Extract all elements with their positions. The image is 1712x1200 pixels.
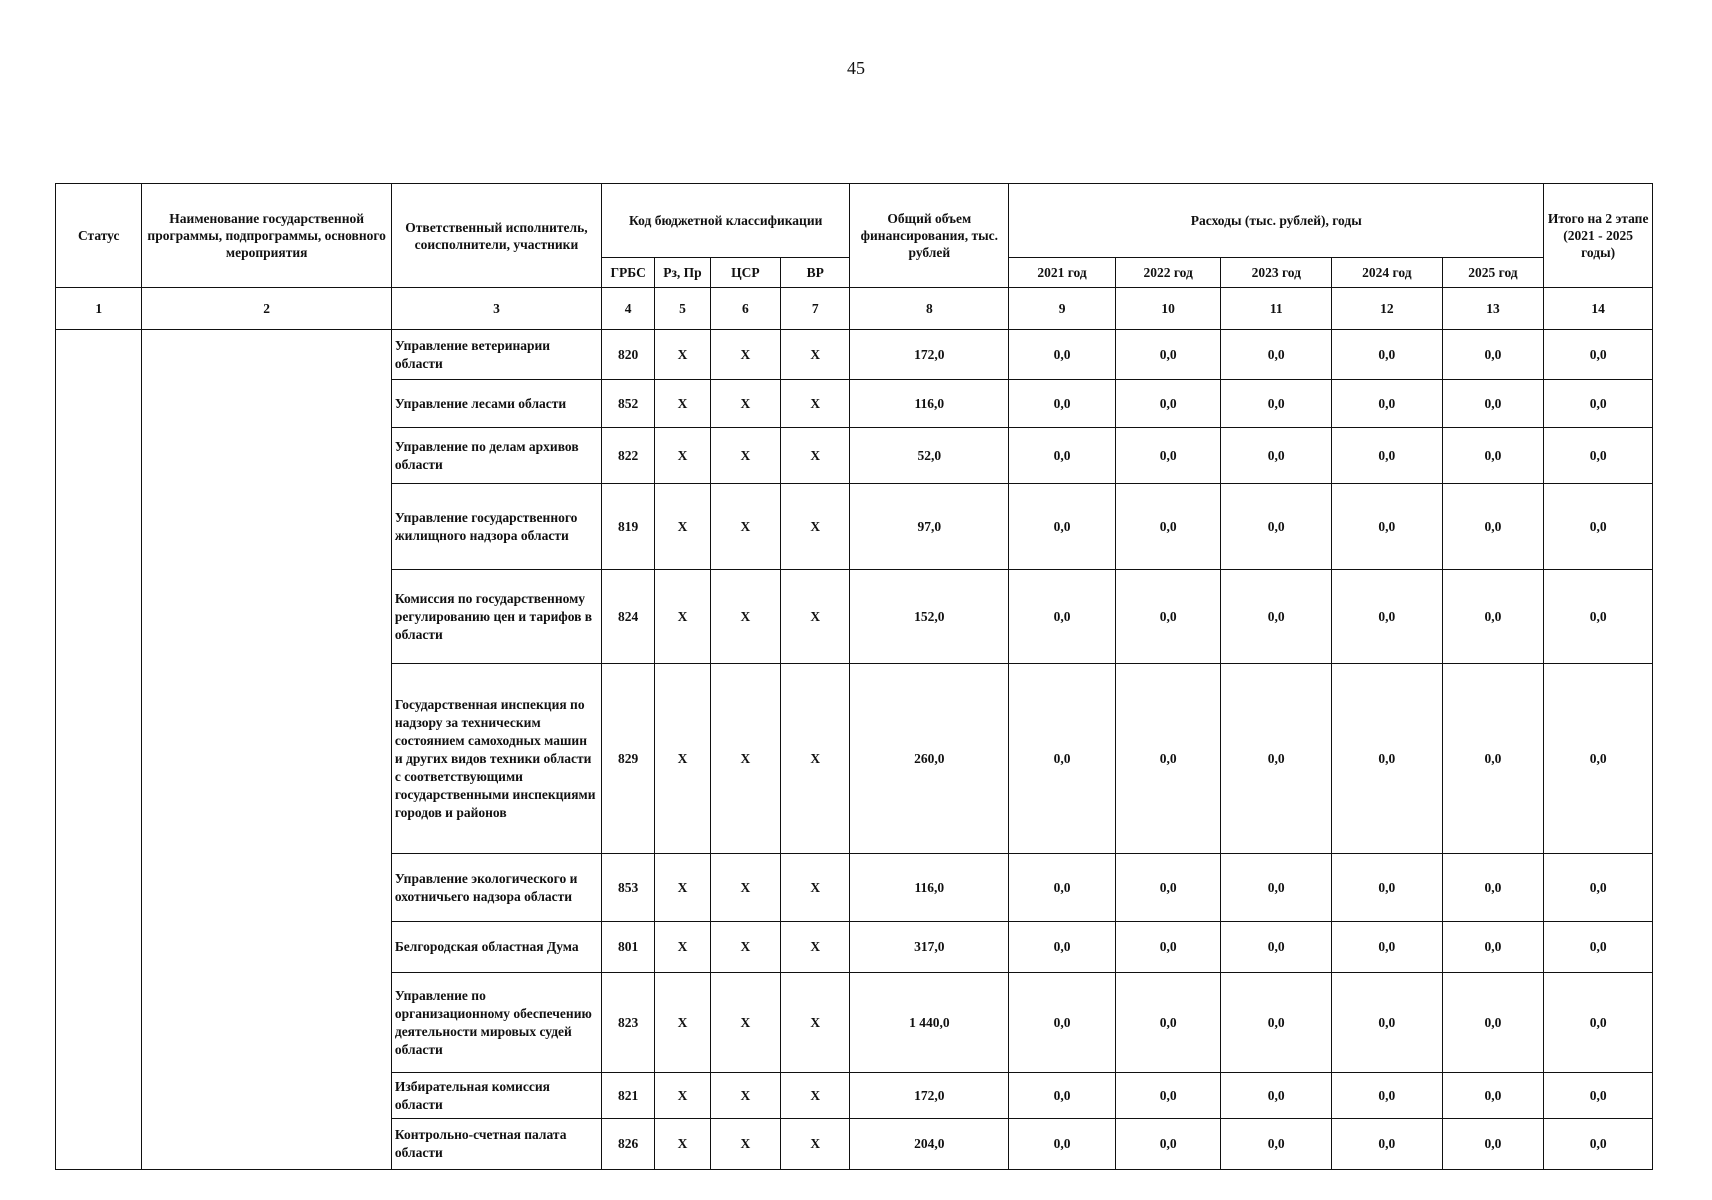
budget-table xyxy=(55,183,1653,1170)
cell-grbs: 820 xyxy=(602,330,655,380)
cell-2021: 0,0 xyxy=(1009,380,1116,428)
cell-rzpr: Х xyxy=(655,484,710,570)
cell-2024: 0,0 xyxy=(1332,570,1443,664)
cell-rzpr: Х xyxy=(655,922,710,973)
cell-2022: 0,0 xyxy=(1115,330,1221,380)
header-status: Статус xyxy=(56,184,142,288)
cell-status xyxy=(56,330,142,1170)
cell-csr: Х xyxy=(710,1073,780,1119)
cell-rzpr: Х xyxy=(655,854,710,922)
header-expenses: Расходы (тыс. рублей), годы xyxy=(1009,184,1544,258)
cell-2022: 0,0 xyxy=(1115,380,1221,428)
cell-csr: Х xyxy=(710,428,780,484)
cell-vr: Х xyxy=(781,428,850,484)
page-number: 45 xyxy=(847,58,865,78)
cell-2022: 0,0 xyxy=(1115,428,1221,484)
cell-stage-total: 0,0 xyxy=(1544,664,1653,854)
column-number: 5 xyxy=(655,288,710,330)
cell-2021: 0,0 xyxy=(1009,428,1116,484)
cell-2025: 0,0 xyxy=(1442,380,1544,428)
cell-rzpr: Х xyxy=(655,664,710,854)
cell-grbs: 821 xyxy=(602,1073,655,1119)
cell-2023: 0,0 xyxy=(1221,1119,1332,1170)
header-year-2024: 2024 год xyxy=(1332,258,1443,288)
cell-2025: 0,0 xyxy=(1442,854,1544,922)
column-number: 12 xyxy=(1332,288,1443,330)
cell-2025: 0,0 xyxy=(1442,1119,1544,1170)
cell-total: 172,0 xyxy=(850,1073,1009,1119)
header-stage-total: Итого на 2 этапе (2021 - 2025 годы) xyxy=(1544,184,1653,288)
cell-2024: 0,0 xyxy=(1332,664,1443,854)
cell-2024: 0,0 xyxy=(1332,854,1443,922)
cell-csr: Х xyxy=(710,973,780,1073)
cell-stage-total: 0,0 xyxy=(1544,380,1653,428)
table-row xyxy=(56,330,1653,380)
cell-2022: 0,0 xyxy=(1115,484,1221,570)
cell-vr: Х xyxy=(781,484,850,570)
cell-total: 116,0 xyxy=(850,854,1009,922)
budget-table-container xyxy=(55,183,1653,1170)
cell-2023: 0,0 xyxy=(1221,973,1332,1073)
cell-grbs: 826 xyxy=(602,1119,655,1170)
cell-2021: 0,0 xyxy=(1009,1119,1116,1170)
cell-2024: 0,0 xyxy=(1332,1073,1443,1119)
cell-2024: 0,0 xyxy=(1332,380,1443,428)
cell-total: 97,0 xyxy=(850,484,1009,570)
cell-executor: Управление экологического и охотничьего надзора области xyxy=(391,854,601,922)
cell-rzpr: Х xyxy=(655,1119,710,1170)
cell-rzpr: Х xyxy=(655,973,710,1073)
cell-rzpr: Х xyxy=(655,380,710,428)
header-vr: ВР xyxy=(781,258,850,288)
cell-2023: 0,0 xyxy=(1221,380,1332,428)
cell-csr: Х xyxy=(710,922,780,973)
cell-stage-total: 0,0 xyxy=(1544,1073,1653,1119)
cell-executor: Избирательная комиссия области xyxy=(391,1073,601,1119)
cell-2024: 0,0 xyxy=(1332,1119,1443,1170)
cell-2023: 0,0 xyxy=(1221,854,1332,922)
cell-executor: Комиссия по государственному регулированию цен и тарифов в области xyxy=(391,570,601,664)
cell-2023: 0,0 xyxy=(1221,922,1332,973)
table-header xyxy=(56,184,1653,330)
cell-rzpr: Х xyxy=(655,570,710,664)
cell-executor: Управление лесами области xyxy=(391,380,601,428)
cell-stage-total: 0,0 xyxy=(1544,570,1653,664)
cell-total: 317,0 xyxy=(850,922,1009,973)
cell-grbs: 853 xyxy=(602,854,655,922)
cell-2021: 0,0 xyxy=(1009,922,1116,973)
cell-total: 172,0 xyxy=(850,330,1009,380)
cell-2022: 0,0 xyxy=(1115,1119,1221,1170)
cell-2023: 0,0 xyxy=(1221,330,1332,380)
cell-grbs: 829 xyxy=(602,664,655,854)
column-number: 4 xyxy=(602,288,655,330)
cell-executor: Управление государственного жилищного надзора области xyxy=(391,484,601,570)
column-number: 13 xyxy=(1442,288,1544,330)
cell-total: 1 440,0 xyxy=(850,973,1009,1073)
header-year-2025: 2025 год xyxy=(1442,258,1544,288)
column-number-row xyxy=(56,288,1653,330)
cell-2024: 0,0 xyxy=(1332,484,1443,570)
cell-rzpr: Х xyxy=(655,330,710,380)
cell-vr: Х xyxy=(781,854,850,922)
cell-stage-total: 0,0 xyxy=(1544,484,1653,570)
cell-2023: 0,0 xyxy=(1221,428,1332,484)
cell-executor: Государственная инспекция по надзору за техническим состоянием самоходных машин и других видов техники области с соответствующими государственными инспекциями городов и районов xyxy=(391,664,601,854)
column-number: 6 xyxy=(710,288,780,330)
cell-vr: Х xyxy=(781,330,850,380)
cell-stage-total: 0,0 xyxy=(1544,973,1653,1073)
cell-executor: Контрольно-счетная палата области xyxy=(391,1119,601,1170)
cell-rzpr: Х xyxy=(655,428,710,484)
cell-vr: Х xyxy=(781,1073,850,1119)
cell-total: 204,0 xyxy=(850,1119,1009,1170)
header-year-2022: 2022 год xyxy=(1115,258,1221,288)
column-number: 8 xyxy=(850,288,1009,330)
cell-stage-total: 0,0 xyxy=(1544,428,1653,484)
header-total-volume: Общий объем финансирования, тыс. рублей xyxy=(850,184,1009,288)
cell-vr: Х xyxy=(781,570,850,664)
cell-2021: 0,0 xyxy=(1009,330,1116,380)
cell-2025: 0,0 xyxy=(1442,484,1544,570)
cell-total: 116,0 xyxy=(850,380,1009,428)
cell-2022: 0,0 xyxy=(1115,854,1221,922)
cell-2023: 0,0 xyxy=(1221,570,1332,664)
cell-vr: Х xyxy=(781,922,850,973)
column-number: 14 xyxy=(1544,288,1653,330)
cell-2023: 0,0 xyxy=(1221,1073,1332,1119)
header-executor: Ответственный исполнитель, соисполнители, участники xyxy=(391,184,601,288)
header-budget-code: Код бюджетной классификации xyxy=(602,184,850,258)
cell-stage-total: 0,0 xyxy=(1544,330,1653,380)
cell-csr: Х xyxy=(710,330,780,380)
cell-csr: Х xyxy=(710,1119,780,1170)
cell-total: 52,0 xyxy=(850,428,1009,484)
cell-2021: 0,0 xyxy=(1009,1073,1116,1119)
column-number: 1 xyxy=(56,288,142,330)
cell-csr: Х xyxy=(710,570,780,664)
cell-program xyxy=(142,330,391,1170)
cell-grbs: 824 xyxy=(602,570,655,664)
table-body xyxy=(56,330,1653,1170)
cell-stage-total: 0,0 xyxy=(1544,1119,1653,1170)
header-csr: ЦСР xyxy=(710,258,780,288)
cell-stage-total: 0,0 xyxy=(1544,922,1653,973)
column-number: 3 xyxy=(391,288,601,330)
cell-grbs: 819 xyxy=(602,484,655,570)
column-number: 2 xyxy=(142,288,391,330)
cell-vr: Х xyxy=(781,973,850,1073)
cell-executor: Управление по делам архивов области xyxy=(391,428,601,484)
cell-2025: 0,0 xyxy=(1442,1073,1544,1119)
cell-2021: 0,0 xyxy=(1009,570,1116,664)
cell-csr: Х xyxy=(710,664,780,854)
cell-rzpr: Х xyxy=(655,1073,710,1119)
cell-2025: 0,0 xyxy=(1442,428,1544,484)
header-program: Наименование государственной программы, подпрограммы, основного мероприятия xyxy=(142,184,391,288)
cell-2025: 0,0 xyxy=(1442,922,1544,973)
cell-2023: 0,0 xyxy=(1221,484,1332,570)
cell-2024: 0,0 xyxy=(1332,330,1443,380)
cell-2021: 0,0 xyxy=(1009,973,1116,1073)
header-year-2023: 2023 год xyxy=(1221,258,1332,288)
cell-2022: 0,0 xyxy=(1115,664,1221,854)
cell-2024: 0,0 xyxy=(1332,973,1443,1073)
cell-executor: Управление по организационному обеспечению деятельности мировых судей области xyxy=(391,973,601,1073)
cell-csr: Х xyxy=(710,854,780,922)
cell-2022: 0,0 xyxy=(1115,570,1221,664)
cell-total: 152,0 xyxy=(850,570,1009,664)
cell-vr: Х xyxy=(781,1119,850,1170)
cell-stage-total: 0,0 xyxy=(1544,854,1653,922)
cell-executor: Управление ветеринарии области xyxy=(391,330,601,380)
cell-grbs: 823 xyxy=(602,973,655,1073)
cell-2023: 0,0 xyxy=(1221,664,1332,854)
cell-2021: 0,0 xyxy=(1009,664,1116,854)
cell-2021: 0,0 xyxy=(1009,854,1116,922)
cell-2025: 0,0 xyxy=(1442,973,1544,1073)
cell-total: 260,0 xyxy=(850,664,1009,854)
cell-grbs: 801 xyxy=(602,922,655,973)
column-number: 9 xyxy=(1009,288,1116,330)
cell-2024: 0,0 xyxy=(1332,428,1443,484)
column-number: 10 xyxy=(1115,288,1221,330)
cell-2025: 0,0 xyxy=(1442,570,1544,664)
cell-2025: 0,0 xyxy=(1442,664,1544,854)
cell-grbs: 822 xyxy=(602,428,655,484)
header-grbs: ГРБС xyxy=(602,258,655,288)
cell-executor: Белгородская областная Дума xyxy=(391,922,601,973)
cell-vr: Х xyxy=(781,664,850,854)
header-rzpr: Рз, Пр xyxy=(655,258,710,288)
cell-2024: 0,0 xyxy=(1332,922,1443,973)
cell-csr: Х xyxy=(710,484,780,570)
cell-2021: 0,0 xyxy=(1009,484,1116,570)
cell-csr: Х xyxy=(710,380,780,428)
cell-vr: Х xyxy=(781,380,850,428)
header-year-2021: 2021 год xyxy=(1009,258,1116,288)
cell-2022: 0,0 xyxy=(1115,1073,1221,1119)
cell-grbs: 852 xyxy=(602,380,655,428)
cell-2025: 0,0 xyxy=(1442,330,1544,380)
cell-2022: 0,0 xyxy=(1115,973,1221,1073)
column-number: 11 xyxy=(1221,288,1332,330)
column-number: 7 xyxy=(781,288,850,330)
cell-2022: 0,0 xyxy=(1115,922,1221,973)
